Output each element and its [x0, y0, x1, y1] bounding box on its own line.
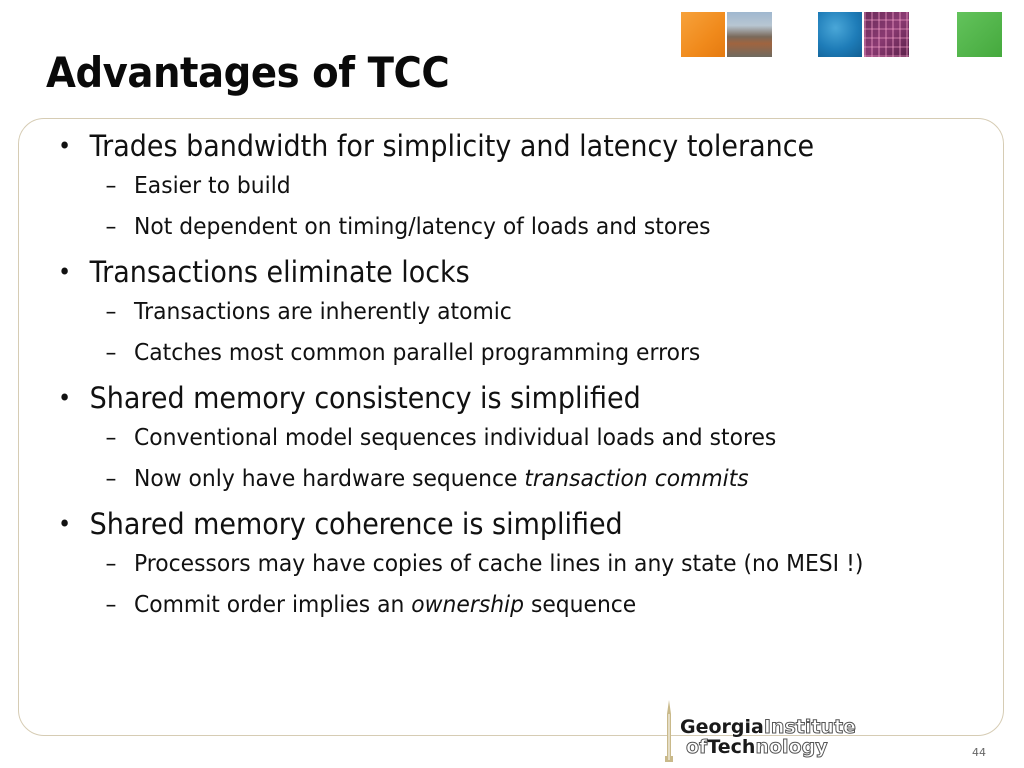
sub-item-text: Not dependent on timing/latency of loads and stores [134, 214, 711, 240]
sub-item-italic-text: transaction commits [524, 466, 749, 492]
sub-item-italic-text: ownership [411, 592, 525, 618]
sub-item [58, 292, 942, 333]
logo-line-1 [680, 718, 856, 737]
bullet-item [58, 126, 923, 166]
page-number: 44 [972, 746, 986, 759]
logo-institute: Institute [763, 716, 856, 738]
logo-tech: Tech [707, 736, 756, 758]
circuit-photo-decoration [864, 12, 909, 57]
sub-item-text: Transactions are inherently atomic [134, 299, 512, 325]
orange-square-decoration [681, 12, 725, 57]
bullet-marker: • [58, 510, 72, 538]
bullet-text: Transactions eliminate locks [89, 255, 470, 289]
sub-item-text: Commit order implies an [134, 592, 412, 618]
sub-item [58, 207, 942, 248]
slide-title: Advantages of TCC [46, 48, 450, 97]
blue-square-decoration [818, 12, 862, 57]
dash-marker: – [105, 551, 117, 577]
bullet-text-start: Shared memory [89, 381, 315, 415]
bullet-text-start: Shared memory [89, 507, 315, 541]
sub-item [58, 459, 942, 500]
dash-marker: – [105, 299, 117, 325]
logo-nology: nology [755, 736, 828, 758]
bullet-item [58, 252, 923, 292]
logo-of: of [686, 736, 708, 758]
bullet-marker: • [58, 384, 72, 412]
sub-item [58, 585, 942, 626]
logo-georgia: Georgia [680, 716, 764, 738]
dash-marker: – [105, 466, 117, 492]
bullet-item [58, 378, 923, 418]
campus-photo-decoration [727, 12, 772, 57]
sub-item [58, 166, 942, 207]
sub-item [58, 544, 942, 585]
bullet-text: Trades bandwidth for simplicity and latency tolerance [89, 129, 815, 163]
green-square-decoration [957, 12, 1002, 57]
bullet-text-end: is simplified [471, 381, 641, 415]
bullet-list [58, 126, 988, 626]
bullet-text-end: is simplified [453, 507, 623, 541]
bullet-item [58, 504, 923, 544]
sub-item [58, 333, 942, 374]
sub-item-text: Catches most common parallel programming errors [134, 340, 701, 366]
dash-marker: – [105, 340, 117, 366]
sub-item [58, 418, 942, 459]
tech-tower-icon [662, 700, 676, 762]
dash-marker: – [105, 592, 117, 618]
bullet-text-keyword: consistency [314, 381, 472, 415]
dash-marker: – [105, 173, 117, 199]
logo-line-2 [686, 738, 828, 757]
bullet-marker: • [58, 132, 72, 160]
sub-item-text: Processors may have copies of cache lines in any state (no MESI !) [134, 551, 864, 577]
dash-marker: – [105, 214, 117, 240]
sub-item-text: Easier to build [134, 173, 291, 199]
dash-marker: – [105, 425, 117, 451]
bullet-marker: • [58, 258, 72, 286]
sub-item-text: Now only have hardware sequence [134, 466, 525, 492]
sub-item-text: Conventional model sequences individual loads and stores [134, 425, 777, 451]
sub-item-text-end: sequence [524, 592, 637, 618]
bullet-text-keyword: coherence [314, 507, 454, 541]
